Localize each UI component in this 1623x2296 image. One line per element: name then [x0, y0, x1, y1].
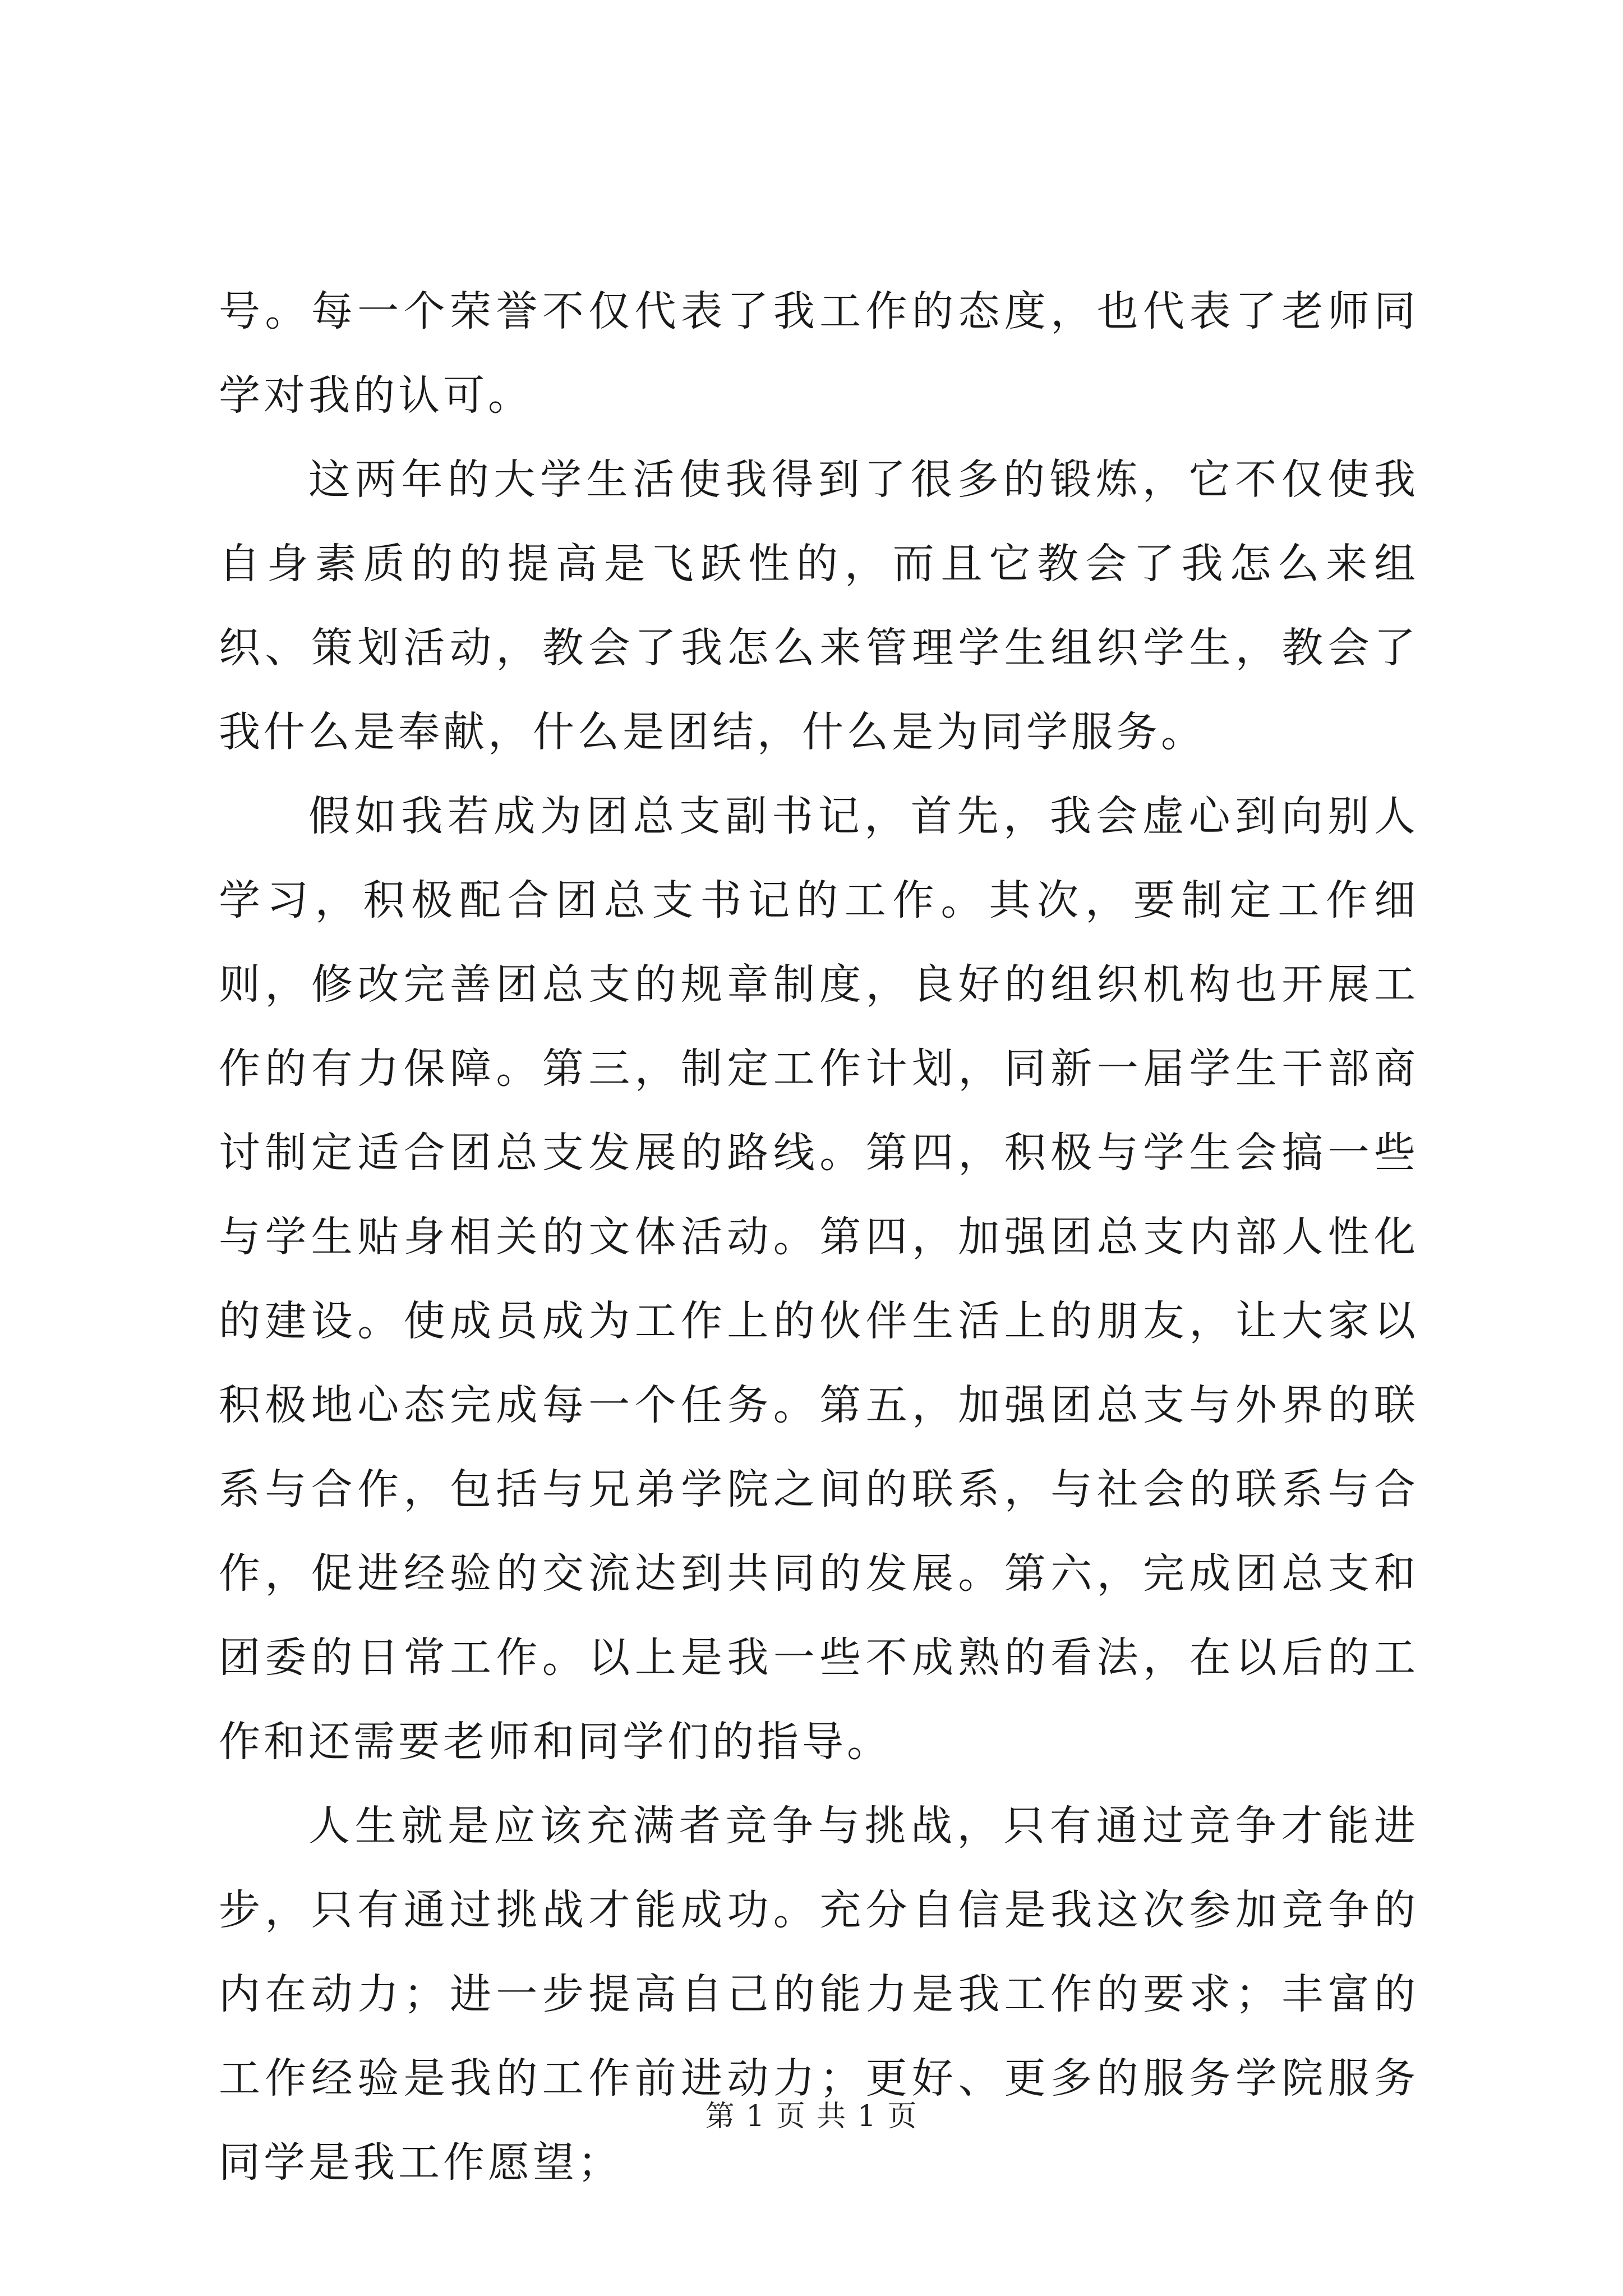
paragraph-1: 号。每一个荣誉不仅代表了我工作的态度，也代表了老师同学对我的认可。	[219, 287, 1419, 420]
document-body	[219, 269, 1419, 2205]
paragraph-2: 这两年的大学生活使我得到了很多的锻炼，它不仅使我自身素质的的提高是飞跃性的，而且它教会了我怎么来组织、策划活动，教会了我怎么来管理学生组织学生，教会了我什么是奉献，什么是团结，什么是为同学服务。	[219, 455, 1419, 756]
paragraph-3: 假如我若成为团总支副书记，首先，我会虚心到向别人学习，积极配合团总支书记的工作。其次，要制定工作细则，修改完善团总支的规章制度，良好的组织机构也开展工作的有力保障。第三，制定工作计划，同新一届学生干部商讨制定适合团总支发展的路线。第四，积极与学生会搞一些与学生贴身相关的文体活动。第四，加强团总支内部人性化的建设。使成员成为工作上的伙伴生活上的朋友，让大家以积极地心态完成每一个任务。第五，加强团总支与外界的联系与合作，包括与兄弟学院之间的联系，与社会的联系与合作，促进经验的交流达到共同的发展。第六，完成团总支和团委的日常工作。以上是我一些不成熟的看法，在以后的工作和还需要老师和同学们的指导。	[219, 792, 1419, 1766]
page-footer: 第 1 页 共 1 页	[705, 2100, 918, 2133]
paragraph-4: 人生就是应该充满者竞争与挑战，只有通过竞争才能进步，只有通过挑战才能成功。充分自信是我这次参加竞争的内在动力；进一步提高自己的能力是我工作的要求；丰富的工作经验是我的工作前进动力；更好、更多的服务学院服务同学是我工作愿望；	[219, 1802, 1419, 2187]
